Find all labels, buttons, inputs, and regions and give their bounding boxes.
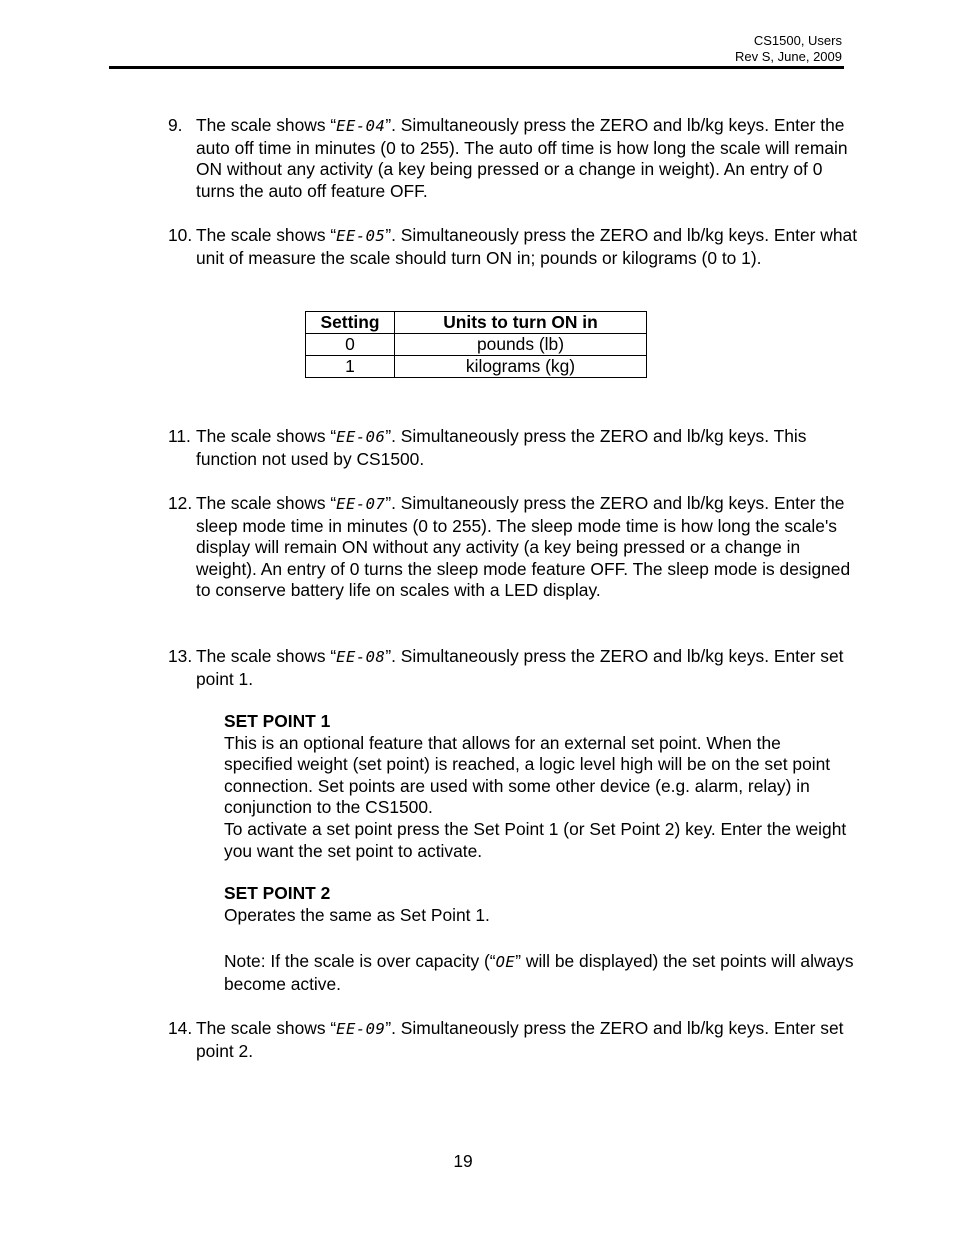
setpoint1-heading: SET POINT 1 xyxy=(224,711,331,731)
list-item-12 xyxy=(168,493,858,602)
header-doc-title: CS1500, Users xyxy=(753,33,842,48)
item-body xyxy=(196,646,858,690)
item-description: Enter set point 1. xyxy=(196,646,844,689)
item-body xyxy=(196,225,858,269)
item-description: This function not used by CS1500. xyxy=(196,426,807,469)
list-item-14 xyxy=(168,1018,858,1062)
page-header xyxy=(735,33,842,64)
item-number: 14. xyxy=(168,1018,193,1038)
note-text-post: ” will be displayed) the set points will always become active. xyxy=(224,951,854,994)
units-table xyxy=(305,311,647,378)
item-description: Enter set point 2. xyxy=(196,1018,844,1061)
item-text-pre: The scale shows “ xyxy=(196,225,337,245)
display-code: EE-06 xyxy=(336,428,386,446)
setpoint2-section xyxy=(224,883,854,926)
header-revision: Rev S, June, 2009 xyxy=(735,48,842,64)
item-description: Enter what unit of measure the scale should turn ON in; pounds or kilograms (0 to 1). xyxy=(196,225,858,268)
setpoint1-instructions: To activate a set point press the Set Point 1 (or Set Point 2) key. Enter the weight you want the set point to activate. xyxy=(224,818,847,861)
list-item-11 xyxy=(168,426,858,470)
list-item-10 xyxy=(168,225,858,269)
note-text-pre: Note: If the scale is over capacity (“ xyxy=(224,951,496,971)
list-item-13 xyxy=(168,646,858,690)
table-row xyxy=(306,334,647,356)
setpoint2-description: Operates the same as Set Point 1. xyxy=(224,904,490,925)
item-description: Enter the auto off time in minutes (0 to 255). The auto off time is how long the scale will remain ON without any activity (a key being pressed or a change in weight). An entry of 0 turns the auto off feature OFF. xyxy=(196,115,848,201)
display-code: EE-09 xyxy=(336,1020,386,1038)
item-text-pre: The scale shows “ xyxy=(196,426,337,446)
item-text-post: ”. Simultaneously press the ZERO and lb/kg keys. xyxy=(385,115,770,135)
display-code: EE-08 xyxy=(336,648,386,666)
overcapacity-note xyxy=(224,951,854,995)
table-cell-setting: 0 xyxy=(306,334,395,356)
item-text-pre: The scale shows “ xyxy=(196,493,337,513)
display-code: OE xyxy=(495,953,516,971)
item-body xyxy=(196,1018,858,1062)
item-text-post: ”. Simultaneously press the ZERO and lb/kg keys. xyxy=(385,426,770,446)
item-description: Enter the sleep mode time in minutes (0 to 255). The sleep mode time is how long the scale's display will remain ON without any activity (a key being pressed or a change in weight). An entry of 0 turns the sleep mode feature OFF. The sleep mode is designed to conserve battery life on scales with a LED display. xyxy=(196,493,851,601)
page-number: 19 xyxy=(453,1151,473,1171)
display-code: EE-07 xyxy=(336,495,386,513)
item-text-pre: The scale shows “ xyxy=(196,1018,337,1038)
item-text-post: ”. Simultaneously press the ZERO and lb/kg keys. xyxy=(385,225,770,245)
item-number: 13. xyxy=(168,646,193,666)
item-body xyxy=(196,426,858,470)
item-text-pre: The scale shows “ xyxy=(196,646,337,666)
table-header-row xyxy=(306,312,647,334)
list-item-9 xyxy=(168,115,858,202)
item-number: 12. xyxy=(168,493,193,513)
item-body xyxy=(196,115,858,202)
setpoint2-heading: SET POINT 2 xyxy=(224,883,331,903)
item-number: 11. xyxy=(168,426,191,446)
setpoint1-description: This is an optional feature that allows for an external set point. When the specified weight (set point) is reached, a logic level high will be on the set point connection. Set points are used with some other device (e.g. alarm, relay) in conjunction to the CS1500. xyxy=(224,732,831,818)
item-text-pre: The scale shows “ xyxy=(196,115,337,135)
item-text-post: ”. Simultaneously press the ZERO and lb/kg keys. xyxy=(385,646,770,666)
table-cell-units: kilograms (kg) xyxy=(395,356,647,378)
header-rule xyxy=(109,66,844,69)
item-body xyxy=(196,493,858,602)
table-cell-units: pounds (lb) xyxy=(395,334,647,356)
item-text-post: ”. Simultaneously press the ZERO and lb/kg keys. xyxy=(385,1018,770,1038)
item-number: 9. xyxy=(168,115,183,135)
table-header-units: Units to turn ON in xyxy=(395,312,647,334)
display-code: EE-05 xyxy=(336,227,386,245)
setpoint1-section xyxy=(224,711,854,862)
item-number: 10. xyxy=(168,225,193,245)
display-code: EE-04 xyxy=(336,117,386,135)
table-row xyxy=(306,356,647,378)
table-cell-setting: 1 xyxy=(306,356,395,378)
item-text-post: ”. Simultaneously press the ZERO and lb/kg keys. xyxy=(385,493,770,513)
table-header-setting: Setting xyxy=(306,312,395,334)
